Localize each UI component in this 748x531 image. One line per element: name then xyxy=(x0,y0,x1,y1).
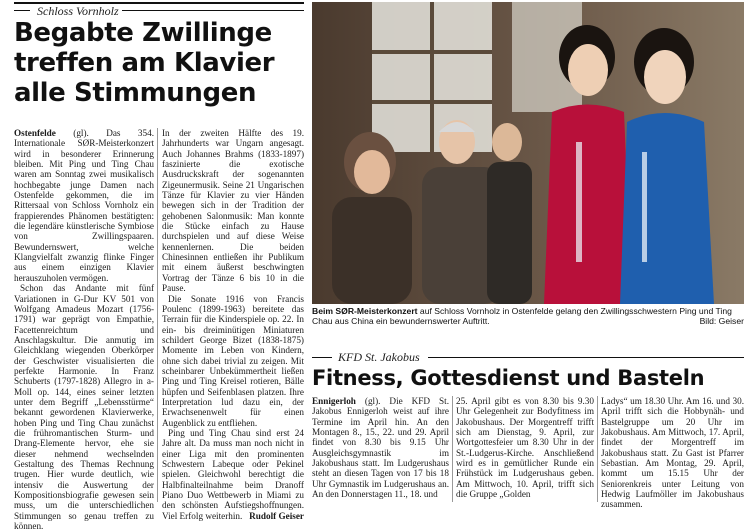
article2-column-1 xyxy=(312,396,449,504)
paragraph-text: (gl). Das 354. Internationale SØR-Meisterkonzert wird in besonderer Erinnerung bleiben. Mit Ping und Ting Chau waren am Sonntag zwei musikalisch hochbegabte junge Damen nach Ostenfelde gekommen, die im Rittersaal von Schloss Vornholz ein frappierendes Phänomen bestätigten: die legendäre künstlerische Symbiose von Zwillingspaaren. Bewundernswert, welche Klangvielfalt zwanzig flinke Finger aus einem einzigen Klavier herauszuholen vermögen. xyxy=(14,128,154,283)
article2-column-2 xyxy=(456,396,594,504)
paragraph xyxy=(162,428,304,521)
column-divider xyxy=(157,128,158,502)
column-divider xyxy=(597,396,598,502)
paragraph: Schon das Andante mit fünf Variationen in G-Dur KV 501 von Wolfgang Amadeus Mozart (1756-1791) war geprägt von Empathie, Facettenreichtum und Anschlagskultur. Die anmutig im Gleichklang wiegenden Oberkörper der Geschwister visualisierten die perfekte Harmonie. In Franz Schuberts (1797-1828) Allegro in a-Moll op. 144, eines seiner letzten unter dem Begriff „Lebensstürme“ bekannt gewordenen Klavierwerke, hoben Ping und Ting Chau zunächst die frühromantischen Sturm- und Drang-Elemente hervor, ehe sie dieser nehmend wechselnden Gestaltung des Themas Rechnung trugen. Hier wurde deutlich, wie intensiv die Auswertung der Kompositionsbiografie gewesen sein muss, um die unterschiedlichen Stimmungen so genau treffen zu können. xyxy=(14,283,154,531)
paragraph: Ladys“ um 18.30 Uhr. Am 16. und 30. April trifft sich die Hobbynäh- und Bastelgruppe um 20 Uhr im Jakobushaus. Am Mittwoch, 17. April, findet der Morgentreff im Jakobushaus statt. Zu Gast ist Pfarrer Sebastian. Am Montag, 29. April, kommt um 15.15 Uhr der Seniorenkreis unter Leitung von Hedwig Laufmöller im Jakobushaus zusammen. xyxy=(601,396,744,510)
dateline: Ennigerloh xyxy=(312,396,356,406)
concert-photo xyxy=(312,2,744,304)
paragraph-text: Ping und Ting Chau sind erst 24 Jahre alt. Da muss man noch nicht in einer Liga mit den prominenten Schwestern Labeque oder Pekinel spielen. Gleichwohl berechtigt die Halbfinalteilnahme beim Dranoff Piano Duo Wettbewerb in Miami zu den schönsten Aufstiegshoffnungen. Viel Erfolg weiterhin. xyxy=(162,427,304,521)
paragraph xyxy=(312,396,449,499)
kicker-text: KFD St. Jakobus xyxy=(334,350,424,364)
article2-column-3 xyxy=(601,396,744,510)
photo-credit: Bild: Geiser xyxy=(699,316,744,326)
paragraph xyxy=(14,128,154,283)
caption-lead: Beim SØR-Meisterkonzert xyxy=(312,306,418,316)
photo-illustration xyxy=(312,2,744,304)
article-headline: Begabte Zwillinge treffen am Klavier alle Stimmungen xyxy=(14,18,275,108)
article2-kicker xyxy=(312,350,744,364)
paragraph-text: (gl). Die KFD St. Jakobus Ennigerloh weist auf ihre Termine im April hin. An den Montagen 8., 15., 22. und 29. April findet von 8.30 bis 9.15 Uhr Ausgleichsgymnastik im Jakobushaus statt. Im Ludgerushaus steht an diesen Tagen von 17 bis 18 Uhr Gymnastik im Ludgerushaus an. An den Donnerstagen 11., 18. und xyxy=(312,396,449,500)
paragraph: In der zweiten Hälfte des 19. Jahrhunderts war Ungarn angesagt. Auch Johannes Brahms (1833-1897) faszinierte die exotische Ausdruckskraft der sogenannten Zigeunermusik. Seine 21 Ungarischen Tänze für Klavier zu vier Händen bewegen sich in der Tradition der gehobenen Salonmusik: Man konnte die Stücke einfach zu Hause durchspielen und auf diese Weise kennenlernen. Die beiden Chinesinnen entließen ihr Publikum mit einem äußerst beschwingten Vortrag der Tänze 6 bis 10 in die Pause. xyxy=(162,128,304,294)
article2-headline: Fitness, Gottesdienst und Basteln xyxy=(312,366,705,390)
column-divider xyxy=(452,396,453,502)
article-kicker xyxy=(14,2,304,17)
author-byline: Rudolf Geiser xyxy=(249,510,304,521)
kicker-text: Schloss Vornholz xyxy=(34,4,122,18)
photo-caption xyxy=(312,306,744,326)
dateline: Ostenfelde xyxy=(14,128,56,138)
caption-text: auf Schloss Vornholz in Ostenfelde gelang den Zwillingsschwestern Ping und Ting Chau aus China ein bewundernswerter Auftritt. xyxy=(312,306,732,326)
article-column-1 xyxy=(14,128,154,531)
article-column-2 xyxy=(162,128,304,521)
paragraph: Die Sonate 1916 von Francis Poulenc (1899-1963) bereitete das Terrain für die Kinderspiele op. 22. In ein- bis dreiminütigen Miniaturen schildert George Bizet (1838-1875) Momente im Leben von Kindern, ohne sich dabei trivial zu zeigen. Mit scheinbarer Unbekümmertheit ließen Ping und Ting Kreisel rotieren, Bälle hüpfen und Seifenblasen platzen. Ihre Interpretation lud dazu ein, der Erwachsenenwelt für einen Augenblick zu entfliehen. xyxy=(162,293,304,428)
paragraph: 25. April gibt es von 8.30 bis 9.30 Uhr Gelegenheit zur Bodyfitness im Jakobushaus. Der Morgentreff trifft sich am Dienstag, 9. April, zur Wortgottesfeier um 8.30 Uhr in der St.-Ludgerus-Kirche. Anschließend wird es in gemütlicher Runde ein Frühstück im Ludgerushaus geben. Am Mittwoch, 10. April, trifft sich die Gruppe „Golden xyxy=(456,396,594,500)
